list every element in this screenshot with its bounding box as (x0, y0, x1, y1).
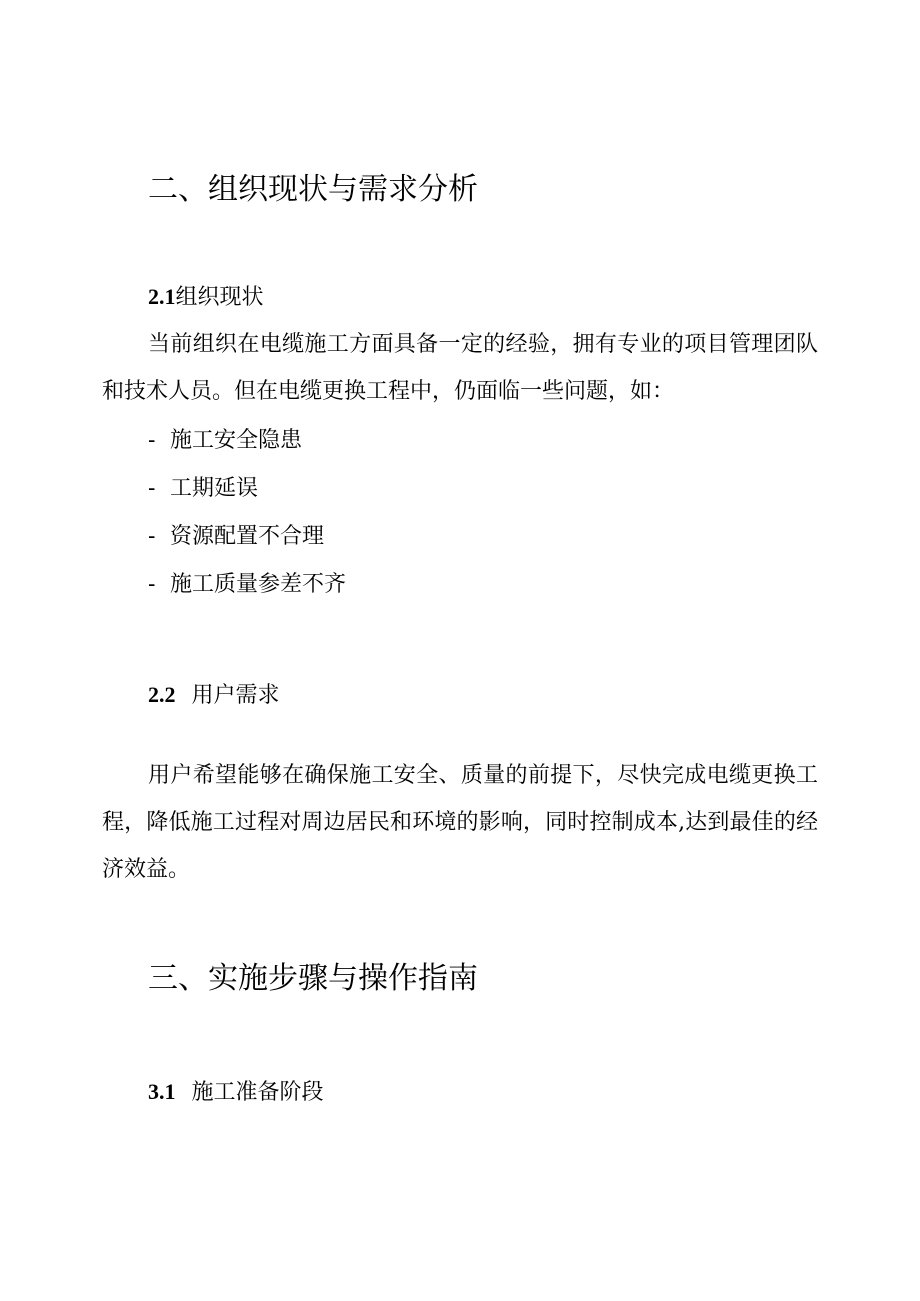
list-dash: - (148, 476, 156, 501)
list-item (148, 417, 346, 465)
subsection-2-1-paragraph: 当前组织在电缆施工方面具备一定的经验，拥有专业的项目管理团队和技术人员。但在电缆更换工程中，仍面临一些问题，如： (102, 332, 818, 404)
list-dash: - (148, 428, 156, 453)
subsection-2-1-title: 组织现状 (175, 285, 264, 310)
list-dash: - (148, 572, 156, 597)
subsection-3-1-number: 3.1 (148, 1079, 176, 1104)
list-item-text: 施工安全隐患 (170, 428, 303, 453)
list-item-text: 工期延误 (170, 476, 259, 501)
list-dash: - (148, 524, 156, 549)
subsection-2-1-heading (148, 282, 264, 313)
subsection-3-1-title: 施工准备阶段 (191, 1080, 324, 1105)
list-item (148, 465, 346, 513)
list-item-text: 资源配置不合理 (170, 524, 325, 549)
subsection-2-2-paragraph: 用户希望能够在确保施工安全、质量的前提下，尽快完成电缆更换工程，降低施工过程对周边居民和环境的影响，同时控制成本,达到最佳的经济效益。 (102, 763, 818, 882)
section-3-heading: 三、实施步骤与操作指南 (148, 961, 478, 996)
subsection-3-1-heading (148, 1077, 324, 1108)
list-item-text: 施工质量参差不齐 (170, 572, 347, 597)
section-2-heading: 二、组织现状与需求分析 (148, 172, 478, 207)
list-item (148, 561, 346, 609)
subsection-2-2-number: 2.2 (148, 682, 176, 707)
subsection-2-2-heading (148, 680, 280, 711)
subsection-2-2-title: 用户需求 (191, 683, 280, 708)
subsection-2-1-number: 2.1 (148, 284, 176, 309)
issue-list (148, 417, 346, 609)
list-item (148, 513, 346, 561)
